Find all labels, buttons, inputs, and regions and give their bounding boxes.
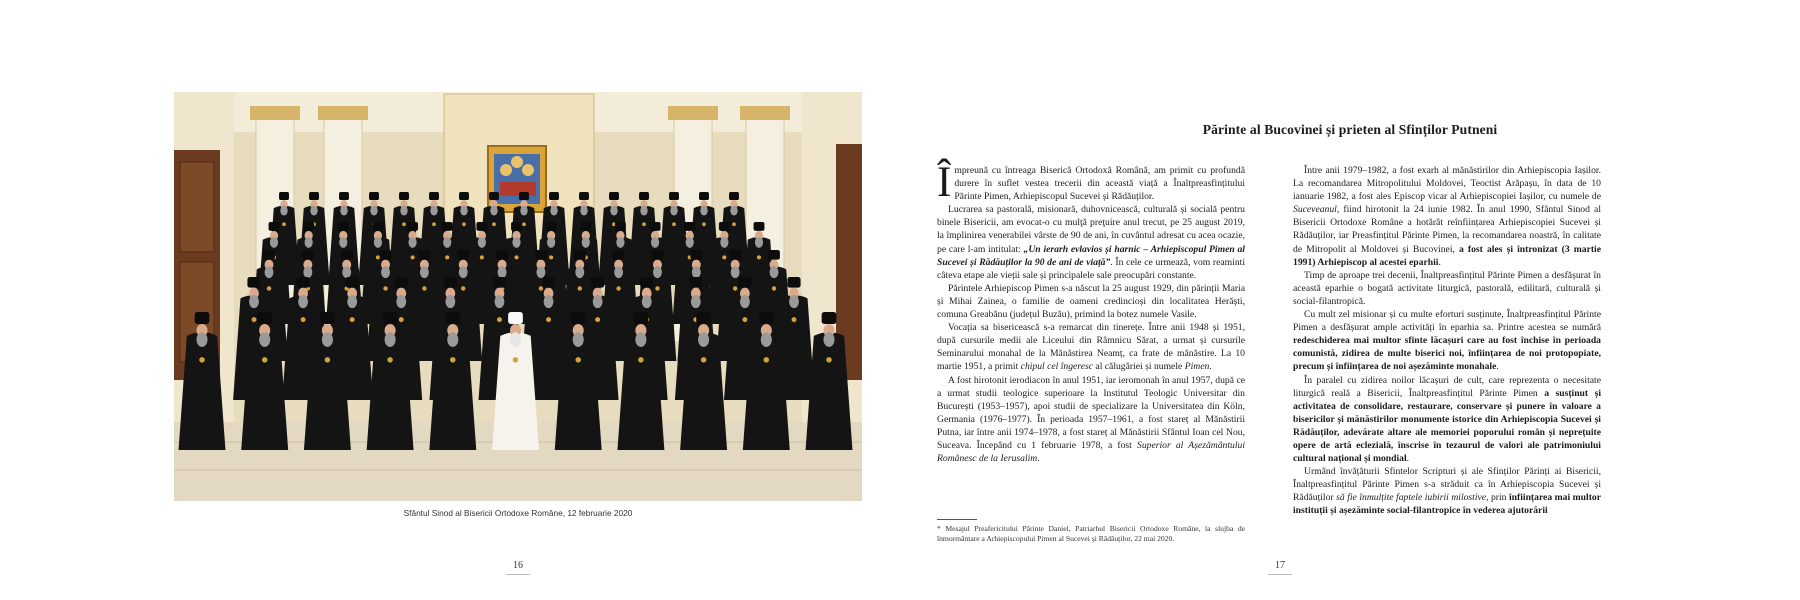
paragraph: Cu mult zel misionar și cu multe eforturi susținute, Înaltpreasfințitul Părinte Pimen a desfășurat ample activități în eparhia sa. Printre acestea se numără redeschiderea mai multor sfinte lăcașuri care au fost închise în perioada comunistă, zidirea de multe biserici noi, înființarea de noi protopopiate, precum și înființarea de noi așezăminte monahale.: [1293, 309, 1601, 373]
photo-caption: Sfântul Sinod al Bisericii Ortodoxe Române, 12 februarie 2020: [403, 508, 633, 518]
page-number-rule-right: [1268, 574, 1292, 575]
paragraph: În paralel cu zidirea noilor lăcașuri de cult, care reprezenta o necesitate liturgică reală a Bisericii, Înaltpreasfințitul Părinte Pimen a susținut și activitatea de consolidare, restaurare, conservare și punere în valoare a bisericilor și mănăstirilor monumente istorice din Arhiepiscopia Sucevei și Rădăuților, adevărate altare ale memoriei poporului român și neprețuite opere de artă eclezială, înscrise în tezaurul de valori ale patrimoniului cultural național și mondial.: [1293, 374, 1601, 465]
text-column-left: [937, 159, 1246, 465]
drop-cap: Î: [937, 159, 952, 206]
page-number-rule-left: [506, 574, 530, 575]
chapter-heading: Părinte al Bucovinei și prieten al Sfinților Putneni: [1202, 122, 1498, 137]
paragraph: Urmând învățăturii Sfintelor Scripturi și ale Sfinților Părinți ai Bisericii, Înaltpreasfințitul Părinte Pimen s-a străduit ca în Arhiepiscopia Sucevei și Rădăuților să fie înmulțite faptele iubirii milostive, prin înființarea mai multor instituții și așezăminte social-filantropice în vederea ajutorării: [1293, 466, 1601, 517]
paragraph: A fost hirotonit ierodiacon în anul 1951, iar ieromonah în anul 1957, după ce a urmat studii teologice superioare la Institutul Teologic Universitar din București (1953–1957), apoi studii de specializare la Universitatea din Köln, Germania (1976–1977). În perioada 1957–1961, a fost stareț al Mănăstirii Putna, iar între anii 1974–1978, a fost stareț al Mănăstirii Sfântul Ioan cel Nou, Suceava. Începând cu 1 februarie 1978, a fost Superior al Așezământului Românesc de la Ierusalim.: [937, 374, 1245, 465]
paragraph: Părintele Arhiepiscop Pimen s-a născut la 25 august 1929, din părinții Maria și Mihai Zainea, o familie de oameni credincioși din localitatea Herăști, comuna Greabănu (județul Buzău), primind la botez numele Vasile.: [937, 282, 1245, 321]
paragraph: Împreună cu întreaga Biserică Ortodoxă Română, am primit cu profundă durere în suflet vestea trecerii din această viață a Înaltpreasfințitului Părinte Pimen, Arhiepiscopul Sucevei și Rădăuților.: [937, 159, 1245, 206]
footnote: * Mesajul Preafericitului Părinte Daniel, Patriarhul Bisericii Ortodoxe Române, la slujba de înmormântare a Arhiepiscopului Pimen al Sucevei și Rădăuților, 22 mai 2020.: [937, 524, 1245, 544]
text-column-right: [1293, 164, 1601, 518]
page-number-left: 16: [513, 560, 523, 571]
paragraph: Timp de aproape trei decenii, Înaltpreasfințitul Părinte Pimen a desfășurat în această eparhie o bogată activitate liturgică, pastorală, edilitară, culturală și social-filantropică.: [1293, 269, 1601, 307]
synod-group-photo: [174, 92, 862, 501]
right-page: [900, 0, 1800, 600]
paragraph: Între anii 1979–1982, a fost exarh al mănăstirilor din Arhiepiscopia Iașilor. La recomandarea Mitropolitului Moldovei, Teoctist Arăpașu, în data de 10 ianuarie 1982, a fost ales Episcop vicar al Arhiepiscopiei Iașilor, cu numele de Suceveanul, fiind hirotonit la 24 iunie 1982. În anul 1990, Sfântul Sinod al Bisericii Ortodoxe Române a hotărât reînființarea Arhiepiscopiei Sucevei și Rădăuților, iar Preasfințitul Părinte Pimen, la recomandarea noastră, în calitate de Mitropolit al Moldovei și Bucovinei, a fost ales și întronizat (3 martie 1991) Arhiepiscop al acestei eparhii.: [1293, 165, 1602, 268]
footnote-rule: [937, 519, 977, 520]
paragraph: Vocația sa bisericească s-a remarcat din tinerețe. Între anii 1948 și 1951, după cursurile medii ale Liceului din Râmnicu Sărat, a urmat și cursurile Seminarului monahal de la Mănăstirea Neamț, ca frate de mănăstire. La 10 martie 1951, a primit chipul cel îngeresc al călugăriei și numele Pimen.: [937, 322, 1245, 373]
page-number-right: 17: [1275, 560, 1285, 571]
synod-photo-illustration: [174, 92, 862, 501]
paragraph: Lucrarea sa pastorală, misionară, duhovnicească, culturală și socială pentru binele Bisericii, am evocat-o cu mulţă preţuire anul trecut, pe 25 august 2019, la împlinirea venerabilei vârste de 90 de ani, în cuvântul adresat cu acea ocazie, pe care l-am intitulat: „Un ierarh evlavios și harnic – Arhiepiscopul Pimen al Sucevei și Rădăuților la 90 de ani de viață”. În cele ce urmează, vom reaminti câteva etape ale vieții sale și principalele sale preocupări constante.: [937, 204, 1246, 281]
